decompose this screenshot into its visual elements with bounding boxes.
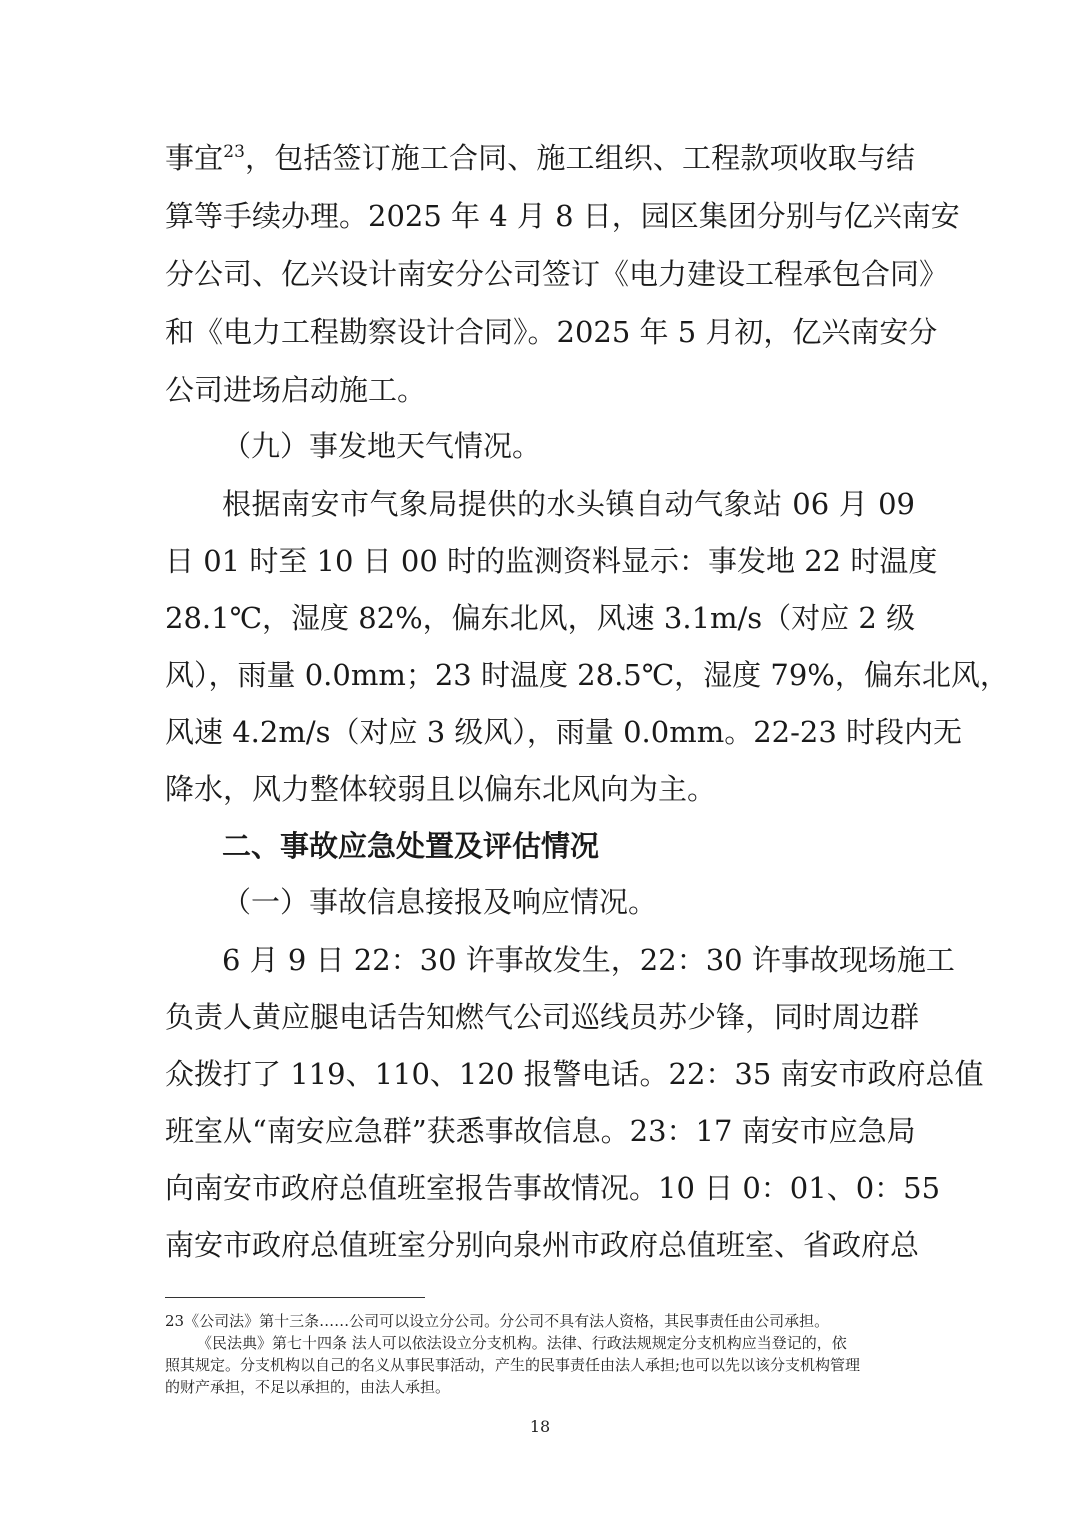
footnote-divider <box>165 1297 425 1298</box>
footnote-text: 的财产承担，不足以承担的，由法人承担。 <box>165 1378 451 1396</box>
body-line: 南安市政府总值班室分别向泉州市政府总值班室、省政府总 <box>165 1228 920 1262</box>
body-line: 风速 4.2m/s（对应 3 级风），雨量 0.0mm。22-23 时段内无 <box>165 715 963 749</box>
chapter-heading: 二、事故应急处置及评估情况 <box>222 829 600 863</box>
body-line: 6 月 9 日 22：30 许事故发生，22：30 许事故现场施工 <box>222 943 955 977</box>
body-text: ，包括签订施工合同、施工组织、工程款项收取与结 <box>244 141 915 175</box>
body-line <box>165 138 915 178</box>
body-line: 28.1℃，湿度 82%，偏东北风，风速 3.1m/s（对应 2 级 <box>165 601 916 635</box>
footnote-text: 23《公司法》第十三条……公司可以设立分公司。分公司不具有法人资格，其民事责任由公司承担。 <box>165 1312 830 1330</box>
section-heading-response: （一）事故信息接报及响应情况。 <box>222 885 658 919</box>
body-line: 向南安市政府总值班室报告事故情况。10 日 0：01、0：55 <box>165 1171 941 1205</box>
body-text: 事宜 <box>165 141 224 175</box>
body-line: 降水，风力整体较弱且以偏东北风向为主。 <box>165 772 717 806</box>
body-line: 日 01 时至 10 日 00 时的监测资料显示：事发地 22 时温度 <box>165 544 938 578</box>
body-line: 负责人黄应腿电话告知燃气公司巡线员苏少锋，同时周边群 <box>165 1000 920 1034</box>
page-number: 18 <box>529 1417 551 1436</box>
body-line: 分公司、亿兴设计南安分公司签订《电力建设工程承包合同》 <box>165 257 949 291</box>
body-line: 公司进场启动施工。 <box>165 373 427 407</box>
section-heading-weather: （九）事发地天气情况。 <box>222 429 542 463</box>
body-line: 算等手续办理。2025 年 4 月 8 日，园区集团分别与亿兴南安 <box>165 199 960 233</box>
body-line: 根据南安市气象局提供的水头镇自动气象站 06 月 09 <box>222 487 915 521</box>
body-line: 众拨打了 119、110、120 报警电话。22：35 南安市政府总值 <box>165 1057 984 1091</box>
footnote-text: 《民法典》第七十四条 法人可以依法设立分支机构。法律、行政法规规定分支机构应当登记的，依 <box>197 1334 847 1352</box>
body-line: 班室从“南安应急群”获悉事故信息。23：17 南安市应急局 <box>165 1114 916 1148</box>
body-line: 和《电力工程勘察设计合同》。2025 年 5 月初，亿兴南安分 <box>165 315 938 349</box>
body-line: 风），雨量 0.0mm；23 时温度 28.5℃，湿度 79%，偏东北风， <box>165 658 1009 692</box>
footnote-text: 照其规定。分支机构以自己的名义从事民事活动，产生的民事责任由法人承担;也可以先以该分支机构管理 <box>165 1356 861 1374</box>
footnote-reference: 23 <box>223 142 245 162</box>
